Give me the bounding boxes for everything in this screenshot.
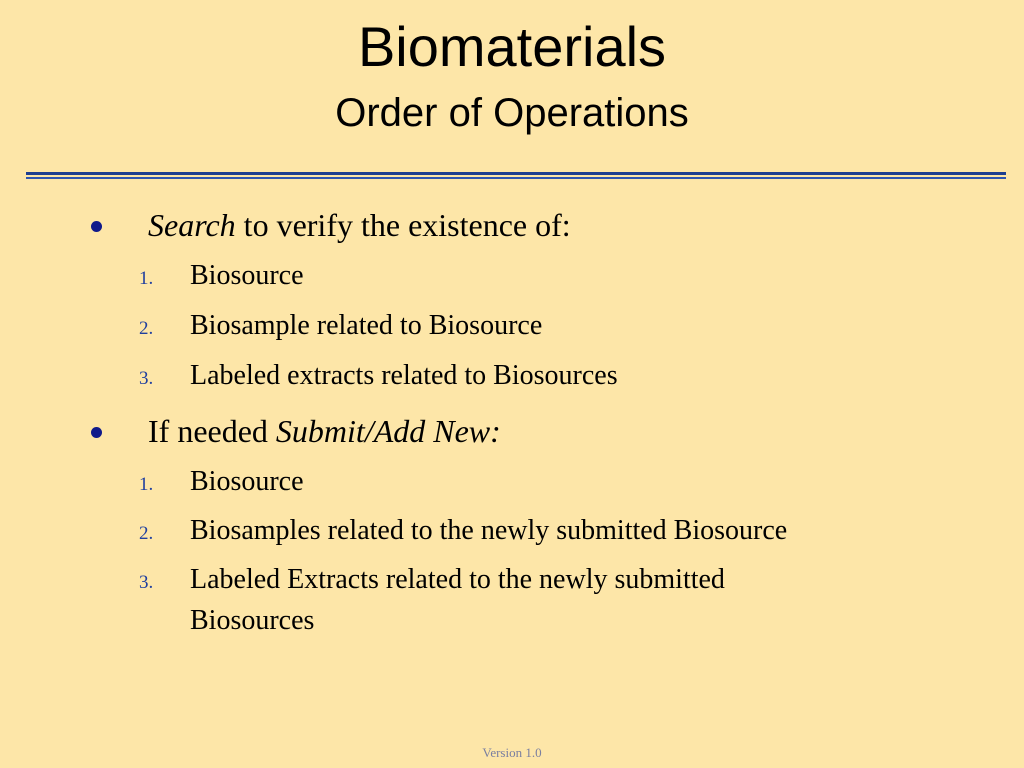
section-2-plain: If needed: [148, 413, 276, 449]
title-divider-bottom: [26, 177, 1006, 179]
list-item: Biosample related to Biosource: [190, 310, 543, 341]
bullet-icon: [91, 221, 102, 232]
slide-subtitle: Order of Operations: [335, 91, 689, 135]
list-item: Labeled extracts related to Biosources: [190, 360, 618, 391]
list-item-continuation: Biosources: [190, 605, 315, 636]
bullet-icon: [91, 427, 102, 438]
list-number: 1.: [139, 268, 154, 289]
section-1-rest: to verify the existence of:: [235, 207, 571, 243]
section-1-italic: Search: [148, 207, 236, 243]
list-item: Biosource: [190, 466, 304, 497]
section-1-heading: [148, 206, 571, 244]
slide-title: Biomaterials: [357, 15, 667, 78]
section-2-italic: Submit/Add New:: [275, 413, 501, 449]
list-number: 3.: [139, 368, 154, 389]
list-number: 2.: [139, 523, 154, 544]
list-item: Labeled Extracts related to the newly submitted: [190, 564, 725, 595]
list-item: Biosamples related to the newly submitted Biosource: [190, 515, 788, 546]
list-item: Biosource: [190, 260, 304, 291]
section-2-heading: [148, 412, 501, 450]
list-number: 1.: [139, 474, 154, 495]
version-footer: Version 1.0: [482, 745, 542, 760]
list-number: 2.: [139, 318, 154, 339]
title-divider-top: [26, 172, 1006, 175]
list-number: 3.: [139, 572, 154, 593]
